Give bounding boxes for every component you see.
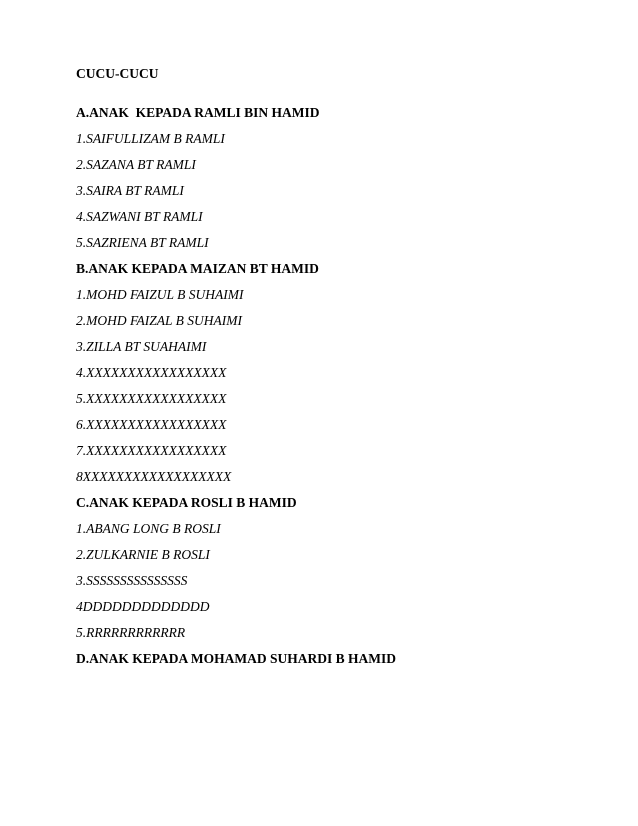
section-b-item: 4.XXXXXXXXXXXXXXXXX (76, 365, 227, 380)
section-a-heading: A.ANAK KEPADA RAMLI BIN HAMID (76, 105, 320, 120)
section-c-item: 2.ZULKARNIE B ROSLI (76, 547, 210, 562)
section-a-item: 5.SAZRIENA BT RAMLI (76, 235, 209, 250)
section-c-item: 5.RRRRRRRRRRRR (76, 625, 186, 640)
section-a-item: 4.SAZWANI BT RAMLI (76, 209, 203, 224)
section-b-item: 3.ZILLA BT SUAHAIMI (76, 339, 207, 354)
section-b-item: 7.XXXXXXXXXXXXXXXXX (76, 443, 227, 458)
section-c-item: 1.ABANG LONG B ROSLI (76, 521, 221, 536)
section-b-item: 1.MOHD FAIZUL B SUHAIMI (76, 287, 244, 302)
section-c-item: 3.SSSSSSSSSSSSSSS (76, 573, 188, 588)
section-b-item: 6.XXXXXXXXXXXXXXXXX (76, 417, 227, 432)
section-a-item: 2.SAZANA BT RAMLI (76, 157, 196, 172)
section-b-item: 2.MOHD FAIZAL B SUHAIMI (76, 313, 242, 328)
document-title: CUCU-CUCU (76, 66, 159, 81)
section-b-heading: B.ANAK KEPADA MAIZAN BT HAMID (76, 261, 319, 276)
section-b-item: 8XXXXXXXXXXXXXXXXXX (76, 469, 232, 484)
section-c-heading: C.ANAK KEPADA ROSLI B HAMID (76, 495, 297, 510)
section-b-item: 5.XXXXXXXXXXXXXXXXX (76, 391, 227, 406)
section-a-item: 1.SAIFULLIZAM B RAMLI (76, 131, 225, 146)
section-d-heading: D.ANAK KEPADA MOHAMAD SUHARDI B HAMID (76, 651, 396, 666)
section-c-item: 4DDDDDDDDDDDDD (76, 599, 210, 614)
section-a-item: 3.SAIRA BT RAMLI (76, 183, 184, 198)
